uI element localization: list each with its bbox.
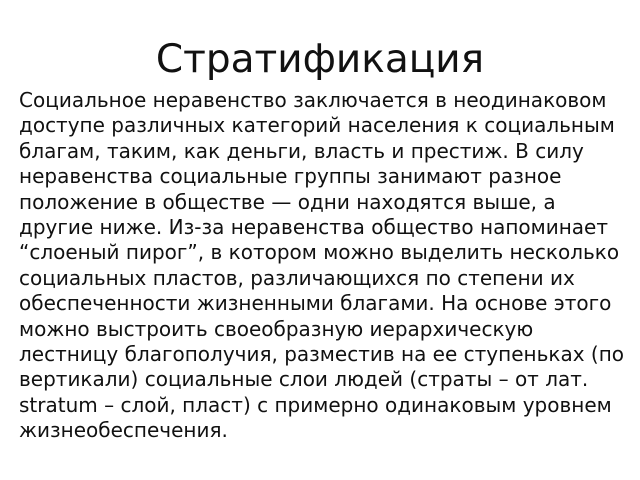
slide-title: Стратификация [155, 37, 485, 82]
slide-body-text: Социальное неравенство заключается в неодинаковом доступе различных категорий населения к социальным благам, таким, как деньги, власть и престиж. В силу неравенства социальные группы занимают разное положение в обществе — одни находятся выше, а другие ниже. Из-за неравенства общество напоминает “слоеный пирог”, в котором можно выделить несколько социальных пластов, различающихся по степени их обеспеченности жизненными благами. На основе этого можно выстроить своеобразную иерархическую лестницу благополучия, разместив на ее ступеньках (по вертикали) социальные слои людей (страты – от лат. stratum – слой, пласт) с примерно одинаковым уровнем жизнеобеспечения. [19, 88, 625, 443]
